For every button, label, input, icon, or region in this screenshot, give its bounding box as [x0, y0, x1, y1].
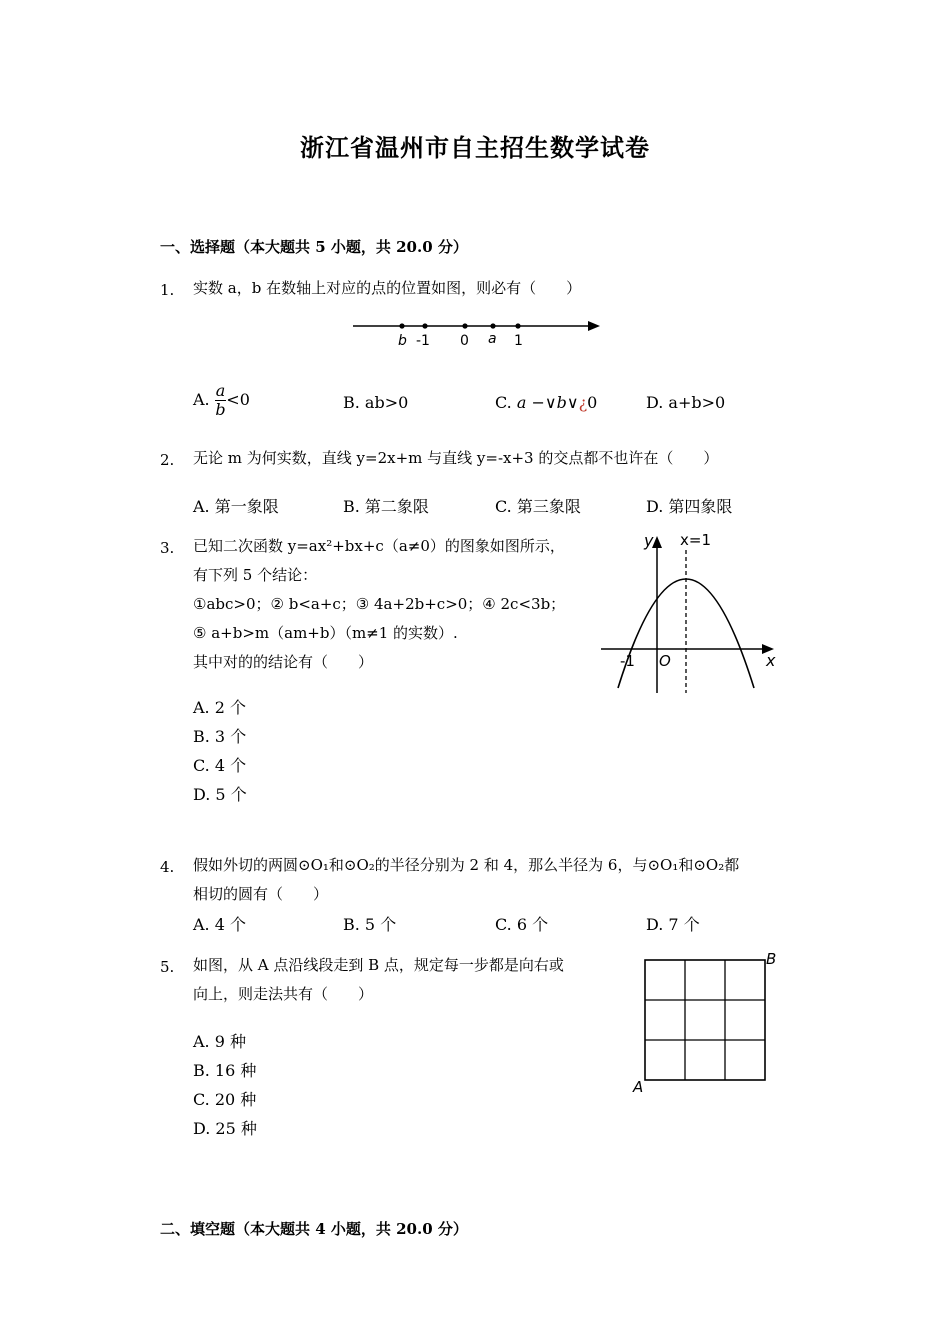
point-a	[490, 323, 495, 328]
parabola-graph-figure	[596, 528, 786, 698]
fraction-numerator: a	[215, 381, 226, 400]
q3-line-2: 有下列 5 个结论：	[193, 566, 318, 584]
number-line-arrow	[588, 321, 600, 331]
q4-option-c[interactable]: C. 6 个	[495, 915, 549, 934]
q4-line-1: 假如外切的两圆⊙O₁和⊙O₂的半径分别为 2 和 4，那么半径为 6，与⊙O₁和⊙O₂都	[193, 856, 740, 874]
graph-label-y: y	[644, 531, 654, 550]
q1-option-a-rest: <0	[226, 390, 250, 409]
q4-option-b[interactable]: B. 5 个	[343, 915, 397, 934]
q1-option-c-mark: ¿	[578, 393, 588, 412]
number-line-label-b: b	[398, 333, 407, 349]
grid-border	[645, 960, 765, 1080]
q5-option-b[interactable]: B. 16 种	[193, 1061, 257, 1080]
point-b	[399, 323, 404, 328]
q5-line-2: 向上，则走法共有（ ）	[193, 985, 374, 1003]
graph-label-axis: x=1	[680, 531, 711, 549]
q1-option-c-main: a −∨b∨	[516, 393, 579, 412]
graph-y-arrow	[652, 536, 662, 548]
q3-line-3: ①abc>0；② b<a+c；③ 4a+2b+c>0；④ 2c<3b；	[193, 595, 566, 613]
q2-number: 2.	[160, 451, 175, 469]
q1-option-a[interactable]	[193, 382, 250, 419]
page-title: 浙江省温州市自主招生数学试卷	[300, 133, 650, 162]
q2-option-b[interactable]: B. 第二象限	[343, 497, 429, 516]
q4-line-2: 相切的圆有（ ）	[193, 885, 329, 903]
point-1	[515, 323, 520, 328]
graph-label-x: x	[766, 651, 776, 670]
fraction-denominator: b	[215, 400, 226, 419]
q1-option-c-end: 0	[587, 393, 598, 412]
q1-number: 1.	[160, 281, 175, 299]
point-0	[462, 323, 467, 328]
number-line-figure	[350, 312, 605, 352]
grid-path-figure	[630, 950, 782, 1096]
number-line-label-a: a	[488, 331, 497, 347]
q3-option-d[interactable]: D. 5 个	[193, 785, 247, 804]
number-line-label-neg1: -1	[416, 333, 430, 349]
graph-label-origin: O	[659, 652, 671, 670]
q1-option-d[interactable]: D. a+b>0	[646, 393, 726, 412]
q3-line-4: ⑤ a+b>m（am+b）（m≠1 的实数）.	[193, 624, 458, 642]
q3-number: 3.	[160, 539, 175, 557]
section-heading-2: 二、填空题（本大题共 4 小题，共 20.0 分）	[160, 1220, 468, 1238]
grid-label-b: B	[766, 950, 777, 968]
q1-option-a-label: A.	[193, 390, 210, 409]
q5-option-d[interactable]: D. 25 种	[193, 1119, 257, 1138]
q1-option-c[interactable]	[495, 393, 597, 412]
fraction-a-over-b	[215, 382, 227, 419]
q2-option-c[interactable]: C. 第三象限	[495, 497, 581, 516]
q3-option-c[interactable]: C. 4 个	[193, 756, 247, 775]
q5-option-c[interactable]: C. 20 种	[193, 1090, 257, 1109]
q3-option-b[interactable]: B. 3 个	[193, 727, 247, 746]
grid-label-a: A	[633, 1078, 644, 1096]
q1-text: 实数 a，b 在数轴上对应的点的位置如图，则必有（ ）	[193, 279, 582, 297]
q4-number: 4.	[160, 858, 175, 876]
graph-label-neg1: -1	[620, 652, 635, 670]
q4-option-a[interactable]: A. 4 个	[193, 915, 246, 934]
q3-line-5: 其中对的的结论有（ ）	[193, 653, 374, 671]
q2-option-d[interactable]: D. 第四象限	[646, 497, 733, 516]
q5-line-1: 如图，从 A 点沿线段走到 B 点，规定每一步都是向右或	[193, 956, 564, 974]
q3-line-1: 已知二次函数 y=ax²+bx+c（a≠0）的图象如图所示，	[193, 537, 565, 555]
q5-option-a[interactable]: A. 9 种	[193, 1032, 246, 1051]
q2-text: 无论 m 为何实数，直线 y=2x+m 与直线 y=-x+3 的交点都不也许在（ ）	[193, 449, 719, 467]
q1-option-c-label: C.	[495, 393, 512, 412]
q3-option-a[interactable]: A. 2 个	[193, 698, 246, 717]
q5-number: 5.	[160, 958, 175, 976]
point-neg1	[422, 323, 427, 328]
q4-option-d[interactable]: D. 7 个	[646, 915, 700, 934]
q2-option-a[interactable]: A. 第一象限	[193, 497, 279, 516]
number-line-label-1: 1	[514, 333, 523, 349]
section-heading-1: 一、选择题（本大题共 5 小题，共 20.0 分）	[160, 238, 468, 256]
q1-option-b[interactable]: B. ab>0	[343, 393, 409, 412]
number-line-label-0: 0	[460, 333, 469, 349]
